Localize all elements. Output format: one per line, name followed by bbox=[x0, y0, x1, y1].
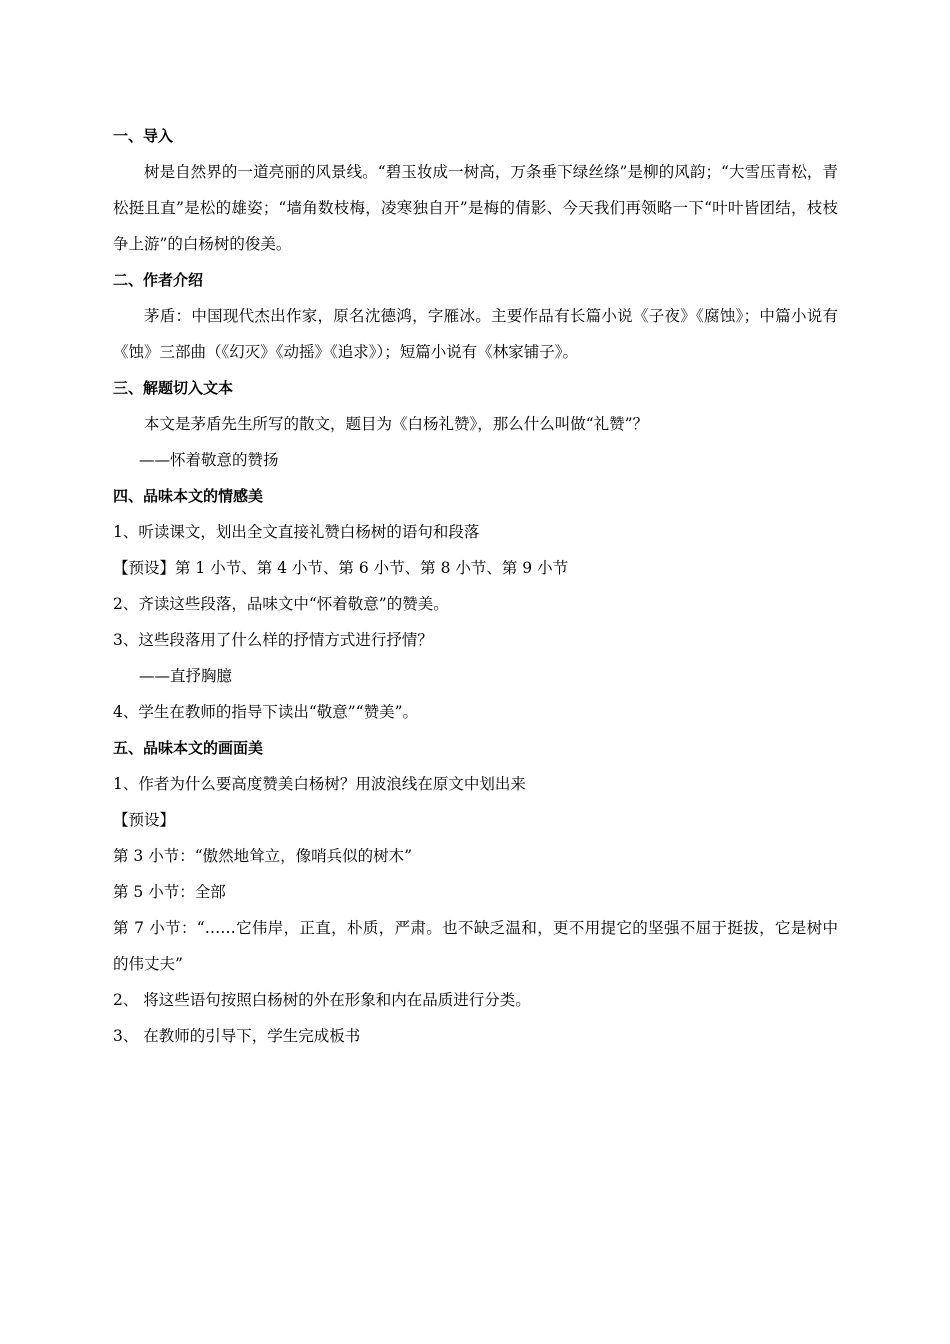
imagery-paragraph-7: 第 7 小节：“……它伟岸，正直，朴质，严肃。也不缺乏温和，更不用提它的坚强不屈于挺拔，它是树中的伟丈夫” bbox=[113, 919, 838, 973]
author-paragraph: 茅盾：中国现代杰出作家，原名沈德鸿，字雁冰。主要作品有长篇小说《子夜》《腐蚀》；中篇小说有《蚀》三部曲（《幻灭》《动摇》《追求》）；短篇小说有《林家铺子》。 bbox=[113, 307, 838, 361]
imagery-item-3: 3、 在教师的引导下，学生完成板书 bbox=[113, 1027, 361, 1045]
imagery-paragraph-5: 第 5 小节：全部 bbox=[113, 883, 226, 901]
imagery-item-2: 2、 将这些语句按照白杨树的外在形象和内在品质进行分类。 bbox=[113, 991, 531, 1009]
emotion-item-2: 2、齐读这些段落，品味文中“怀着敬意”的赞美。 bbox=[113, 595, 449, 613]
emotion-item-4: 4、学生在教师的指导下读出“敬意”“赞美”。 bbox=[113, 703, 419, 721]
emotion-item-3: 3、这些段落用了什么样的抒情方式进行抒情？ bbox=[113, 631, 433, 649]
emotion-preset: 【预设】第 1 小节、第 4 小节、第 6 小节、第 8 小节、第 9 小节 bbox=[113, 559, 569, 577]
section-heading-title-analysis: 三、解题切入文本 bbox=[113, 379, 234, 397]
document-page bbox=[113, 126, 838, 1062]
emotion-item-1: 1、听读课文，划出全文直接礼赞白杨树的语句和段落 bbox=[113, 523, 480, 541]
section-heading-emotion: 四、品味本文的情感美 bbox=[113, 487, 264, 505]
section-heading-intro: 一、导入 bbox=[113, 127, 174, 145]
imagery-paragraph-3: 第 3 小节：“傲然地耸立，像哨兵似的树木” bbox=[113, 847, 413, 865]
imagery-item-1: 1、作者为什么要高度赞美白杨树？用波浪线在原文中划出来 bbox=[113, 775, 526, 793]
emotion-answer-3: ——直抒胸臆 bbox=[139, 667, 233, 685]
title-answer: ——怀着敬意的赞扬 bbox=[139, 451, 279, 469]
section-heading-imagery: 五、品味本文的画面美 bbox=[113, 739, 264, 757]
imagery-preset: 【预设】 bbox=[113, 811, 176, 829]
section-heading-author: 二、作者介绍 bbox=[113, 271, 204, 289]
title-question: 本文是茅盾先生所写的散文，题目为《白杨礼赞》，那么什么叫做“礼赞”？ bbox=[144, 415, 649, 433]
intro-paragraph: 树是自然界的一道亮丽的风景线。“碧玉妆成一树高，万条垂下绿丝绦”是柳的风韵；“大雪压青松，青松挺且直”是松的雄姿；“墙角数枝梅，凌寒独自开”是梅的倩影、今天我们再领略一下“叶叶皆团结，枝枝争上游”的白杨树的俊美。 bbox=[113, 163, 838, 253]
